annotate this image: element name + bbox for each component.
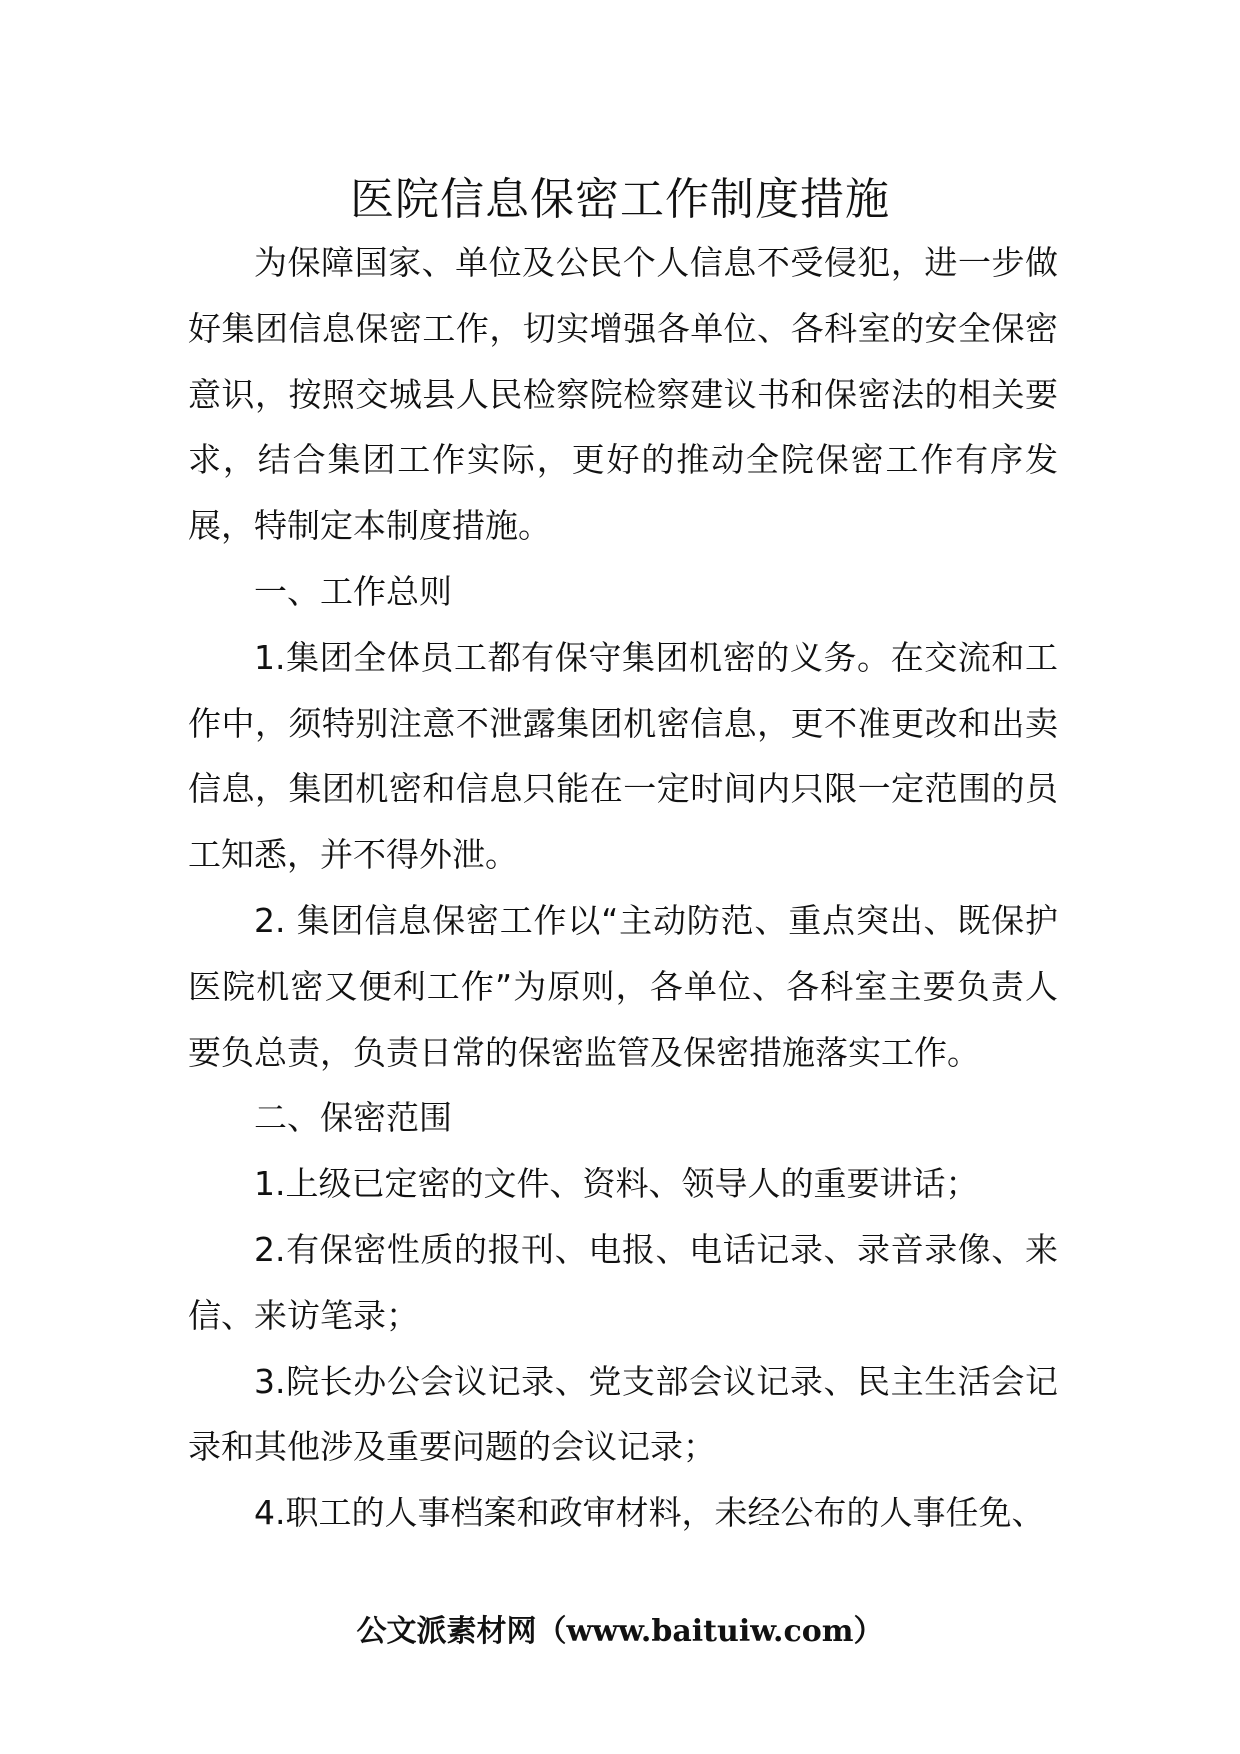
footer-watermark: 公文派素材网（www.baituiw.com） [356, 1614, 884, 1649]
intro-paragraph: 为保障国家、单位及公民个人信息不受侵犯，进一步做好集团信息保密工作，切实增强各单位、各科室的安全保密意识，按照交城县人民检察院检察建议书和保密法的相关要求，结合集团工作实际，更好的推动全院保密工作有序发展，特制定本制度措施。 [188, 243, 1058, 546]
principle-item-1: 1.集团全体员工都有保守集团机密的义务。在交流和工作中，须特别注意不泄露集团机密信息，更不准更改和出卖信息，集团机密和信息只能在一定时间内只限一定范围的员工知悉，并不得外泄。 [188, 637, 1058, 875]
scope-item-3: 3.院长办公会议记录、党支部会议记录、民主生活会记录和其他涉及重要问题的会议记录； [188, 1361, 1058, 1467]
principle-item-2: 2. 集团信息保密工作以“主动防范、重点突出、既保护医院机密又便利工作”为原则，各单位、各科室主要负责人要负总责，负责日常的保密监管及保密措施落实工作。 [188, 900, 1058, 1072]
document-title: 医院信息保密工作制度措施 [350, 174, 890, 225]
scope-item-4: 4.职工的人事档案和政审材料，未经公布的人事任免、 [254, 1493, 1045, 1533]
scope-item-1: 1.上级已定密的文件、资料、领导人的重要讲话； [254, 1164, 979, 1204]
section-heading-scope: 二、保密范围 [254, 1098, 452, 1138]
document-body [188, 230, 1058, 1546]
section-heading-general-principles: 一、工作总则 [254, 571, 452, 611]
scope-item-2: 2.有保密性质的报刊、电报、电话记录、录音录像、来信、来访笔录； [188, 1229, 1058, 1335]
